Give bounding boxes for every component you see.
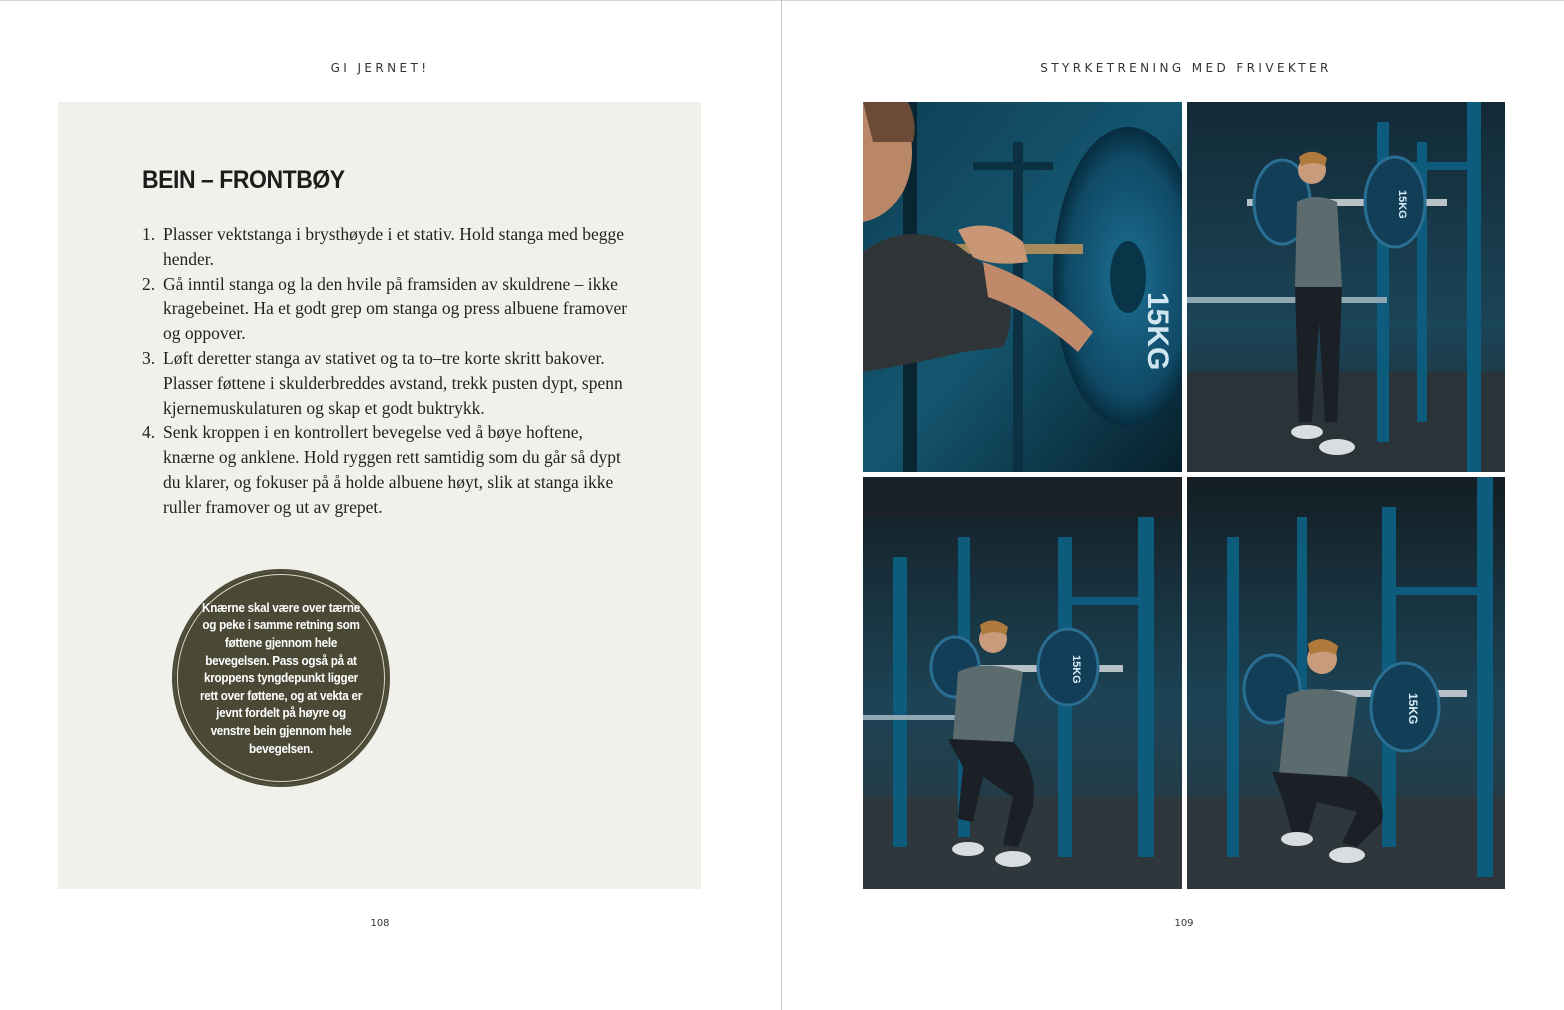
running-head-left: GI JERNET! (330, 61, 430, 75)
tip-callout-circle (174, 571, 388, 785)
plate-label: 15KG (1141, 292, 1174, 371)
step-number: 3. (142, 347, 156, 368)
step-item (142, 420, 632, 519)
tip-callout-text: Knærne skal være over tærne og peke i samme retning som føttene gjennom hele bevegelsen. Pass også på at kroppens tyngdepunkt ligger rett over føttene, og at vekta er jevnt fordelt på høyre og venstre bein gjennom hele bevegelsen. (199, 599, 363, 756)
step-text: Gå inntil stanga og la den hvile på framsiden av skuldrene – ikke kragebeinet. Ha et godt grep om stanga og press albuene framover og oppover. (163, 273, 628, 344)
exercise-title: BEIN – FRONTBØY (142, 166, 345, 194)
left-page (0, 0, 781, 1010)
photo-squat-angled (1187, 477, 1505, 889)
plate-label: 15KG (1406, 693, 1420, 725)
step-text: Løft deretter stanga av stativet og ta to–tre korte skritt bakover. Plasser føttene i skulderbreddes avstand, trekk pusten dypt, spenn kjernemuskulaturen og skap et godt buktrykk. (163, 347, 623, 418)
plate-label: 15KG (1070, 655, 1082, 684)
step-number: 4. (142, 422, 156, 443)
step-text: Senk kroppen i en kontrollert bevegelse ved å bøye hoftene, knærne og anklene. Hold ryggen rett samtidig som du går så dypt du klarer, og fokuser på å holde albuene høyt, slik at stanga ikke ruller framover og ut av grepet. (163, 422, 621, 517)
exercise-panel (58, 102, 701, 889)
step-number: 1. (142, 224, 156, 244)
photo-standing-start (1187, 102, 1505, 472)
step-item (142, 346, 632, 420)
plate-label: 15KG (1396, 190, 1408, 219)
step-text: Plasser vektstanga i brysthøyde i et stativ. Hold stanga med begge hender. (163, 224, 625, 269)
page-number-right: 109 (1174, 918, 1194, 929)
running-head-right: STYRKETRENING MED FRIVEKTER (1040, 61, 1332, 75)
step-list (142, 222, 632, 520)
page-number-left: 108 (370, 918, 390, 929)
step-number: 2. (142, 273, 156, 294)
step-item (142, 222, 632, 272)
step-item (142, 272, 632, 346)
photo-squat-side (863, 477, 1182, 889)
right-page (782, 0, 1564, 1010)
photo-grip-closeup (863, 102, 1182, 472)
